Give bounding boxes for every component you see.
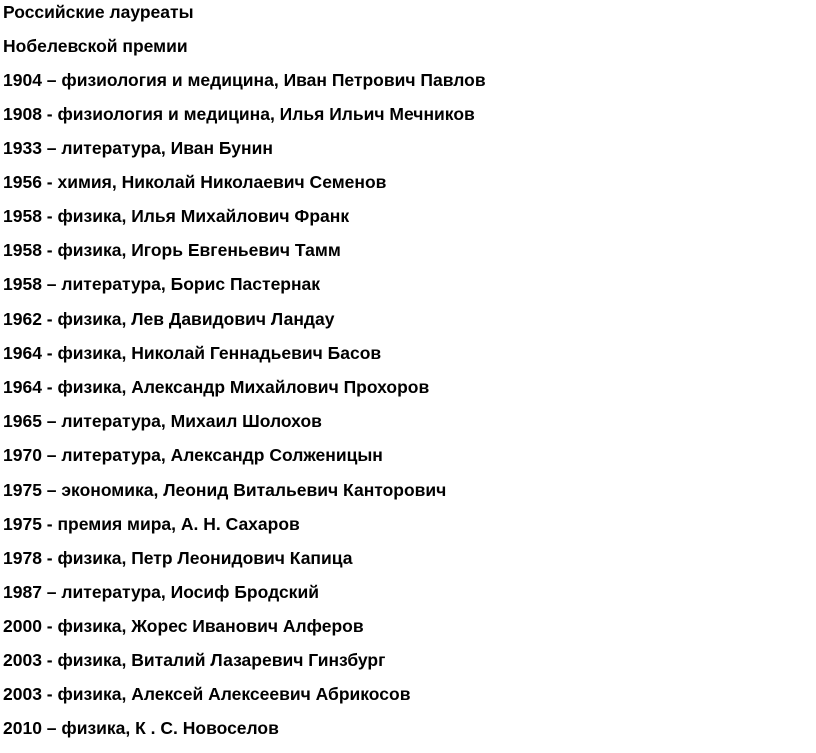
list-item: 1904 – физиология и медицина, Иван Петрович Павлов	[3, 70, 486, 90]
list-item: 1908 - физиология и медицина, Илья Ильич Мечников	[3, 104, 475, 124]
list-item: 1975 - премия мира, А. Н. Сахаров	[3, 514, 300, 534]
title-line-1: Российские лауреаты	[3, 2, 194, 22]
title-line-2: Нобелевской премии	[3, 36, 188, 56]
list-item: 1958 – литература, Борис Пастернак	[3, 274, 321, 294]
list-item: 1987 – литература, Иосиф Бродский	[3, 582, 319, 602]
list-item: 2010 – физика, К . С. Новоселов	[3, 718, 279, 738]
list-item: 2003 - физика, Виталий Лазаревич Гинзбург	[3, 650, 386, 670]
list-item: 1978 - физика, Петр Леонидович Капица	[3, 548, 353, 568]
list-item: 1958 - физика, Илья Михайлович Франк	[3, 206, 350, 226]
list-item: 1964 - физика, Александр Михайлович Прохоров	[3, 377, 430, 397]
list-item: 1970 – литература, Александр Солженицын	[3, 445, 383, 465]
list-item: 1962 - физика, Лев Давидович Ландау	[3, 309, 335, 329]
list-item: 2000 - физика, Жорес Иванович Алферов	[3, 616, 364, 636]
list-item: 2003 - физика, Алексей Алексеевич Абрикосов	[3, 684, 411, 704]
list-item: 1975 – экономика, Леонид Витальевич Канторович	[3, 480, 447, 500]
list-item: 1964 - физика, Николай Геннадьевич Басов	[3, 343, 382, 363]
list-item: 1965 – литература, Михаил Шолохов	[3, 411, 322, 431]
list-item: 1933 – литература, Иван Бунин	[3, 138, 273, 158]
list-item: 1958 - физика, Игорь Евгеньевич Тамм	[3, 240, 341, 260]
list-item: 1956 - химия, Николай Николаевич Семенов	[3, 172, 387, 192]
